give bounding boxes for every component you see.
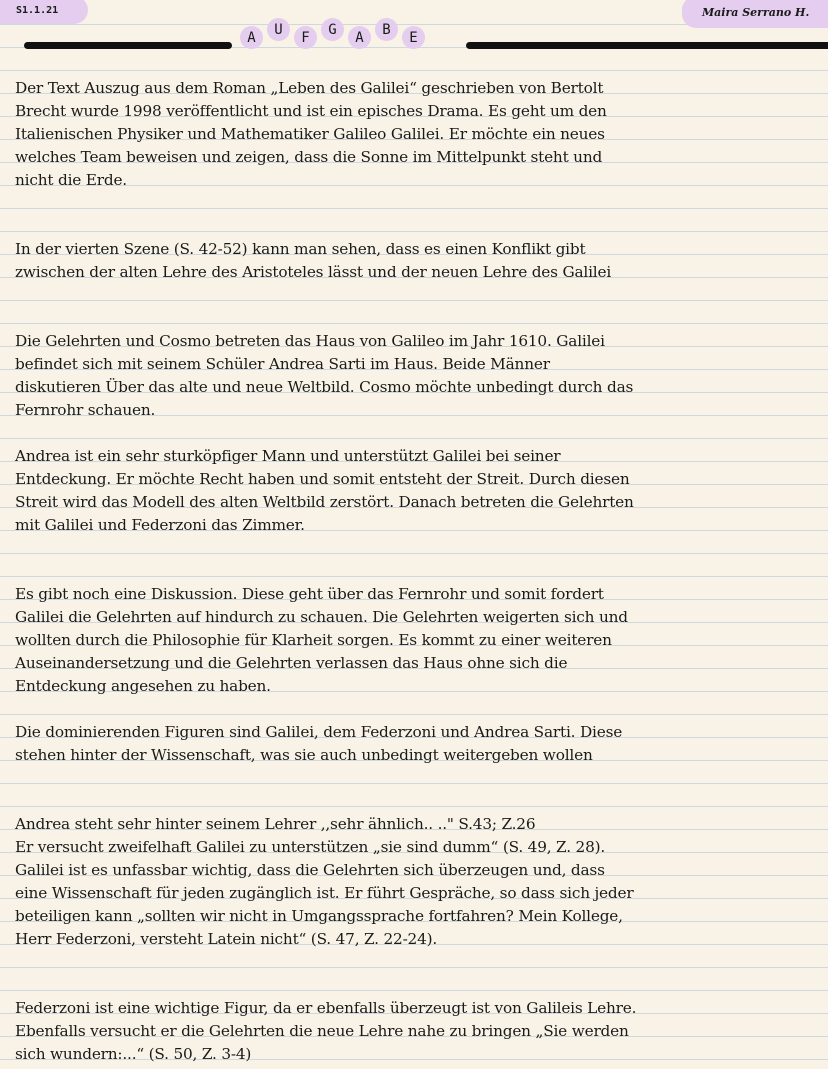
heading-rule-left	[24, 42, 232, 49]
paragraph-quotes: Andrea steht sehr hinter seinem Lehrer ,,sehr ähnlich.. .." S.43; Z.26 Er versucht zweifelhaft Galilei zu unterstützen „sie sind dumm“ (S. 49, Z. 28). Galilei ist es unfassbar wichtig, dass die Gelehrten sich überzeugen und, dass eine Wissenschaft für jeden zugänglich ist. Er führt Gespräche, so dass sich jeder beteiligen kann „sollten wir nicht in Umgangssprache fortfahren? Mein Kollege, Herr Federzoni, versteht Latein nicht“ (S. 47, Z. 22-24).	[15, 815, 634, 948]
heading-letter: E	[402, 26, 425, 49]
paragraph-federzoni: Federzoni ist eine wichtige Figur, da er ebenfalls überzeugt ist von Galileis Lehre. Ebenfalls versucht er die Gelehrten die neue Lehre nahe zu bringen „Sie werden sich wundern:...“ (S. 50, Z. 3-4)	[15, 999, 637, 1063]
paragraph-intro: Der Text Auszug aus dem Roman „Leben des Galilei“ geschrieben von Bertolt Brecht wurde 1998 veröffentlicht und ist ein episches Drama. Es geht um den Italienischen Physiker und Mathematiker Galileo Galilei. Er möchte ein neues welches Team beweisen und zeigen, dass die Sonne im Mittelpunkt steht und nicht die Erde.	[15, 79, 607, 189]
author-tag	[682, 0, 828, 28]
paragraph-figures: Die dominierenden Figuren sind Galilei, dem Federzoni und Andrea Sarti. Diese stehen hinter der Wissenschaft, was sie auch unbedingt weitergeben wollen	[15, 723, 623, 764]
heading-letter: A	[348, 26, 371, 49]
heading-letter: G	[321, 18, 344, 41]
page-heading	[240, 21, 425, 49]
paragraph-andrea: Andrea ist ein sehr sturköpfiger Mann und unterstützt Galilei bei seiner Entdeckung. Er möchte Recht haben und somit entsteht der Streit. Durch diesen Streit wird das Modell des alten Weltbild zerstört. Danach betreten die Gelehrten mit Galilei und Federzoni das Zimmer.	[15, 447, 634, 534]
heading-letter: U	[267, 18, 290, 41]
heading-rule-right	[466, 42, 828, 49]
paragraph-scene: Die Gelehrten und Cosmo betreten das Haus von Galileo im Jahr 1610. Galilei befindet sich mit seinem Schüler Andrea Sarti im Haus. Beide Männer diskutieren Über das alte und neue Weltbild. Cosmo möchte unbedingt durch das Fernrohr schauen.	[15, 332, 634, 419]
heading-letter: A	[240, 26, 263, 49]
paragraph-discussion: Es gibt noch eine Diskussion. Diese geht über das Fernrohr und somit fordert Galilei die Gelehrten auf hindurch zu schauen. Die Gelehrten weigerten sich und wollten durch die Philosophie für Klarheit sorgen. Es kommt zu einer weiteren Auseinandersetzung und die Gelehrten verlassen das Haus ohne sich die Entdeckung angesehen zu haben.	[15, 585, 628, 695]
heading-letter: F	[294, 26, 317, 49]
date-tag-text: S1.1.21	[16, 4, 59, 16]
date-tag	[0, 0, 88, 24]
paragraph-conflict: In der vierten Szene (S. 42-52) kann man sehen, dass es einen Konflikt gibt zwischen der alten Lehre des Aristoteles lässt und der neuen Lehre des Galilei	[15, 240, 612, 281]
document-body	[15, 77, 820, 1066]
author-tag-text: Maira Serrano H.	[702, 5, 810, 19]
heading-letter: B	[375, 18, 398, 41]
